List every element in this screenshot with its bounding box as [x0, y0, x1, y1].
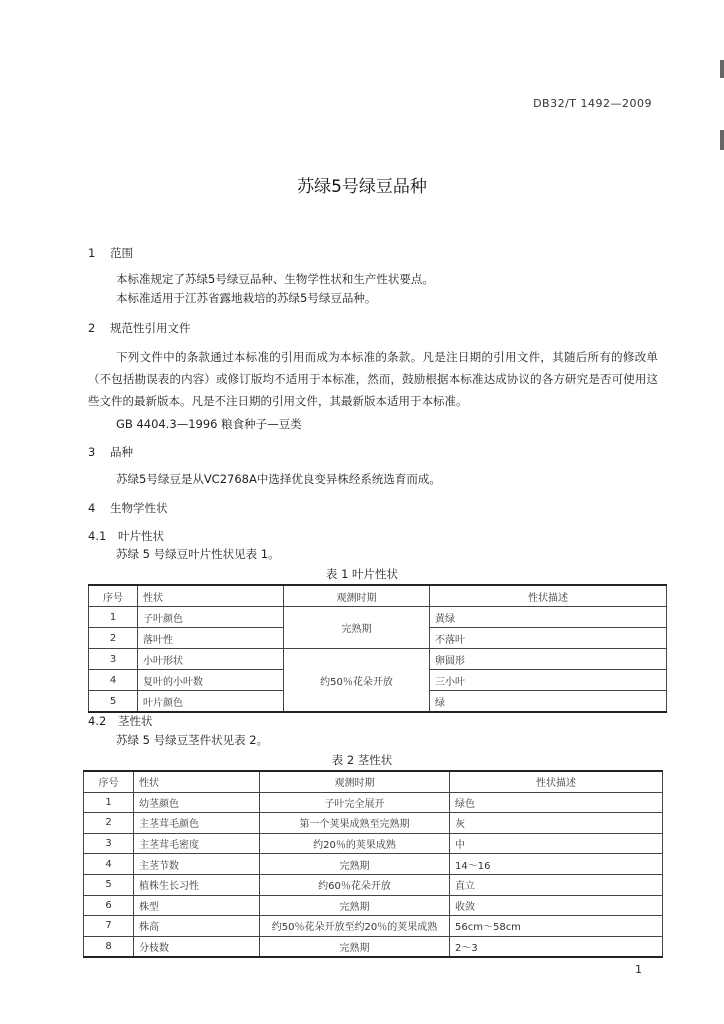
stem-traits-table — [83, 770, 663, 958]
section-number: 3 — [88, 445, 96, 459]
section-title: 规范性引用文件 — [110, 321, 191, 335]
table-header: 性状描述 — [430, 585, 667, 607]
table-cell: 2 — [84, 813, 134, 834]
paragraph: 苏绿 5 号绿豆叶片性状见表 1。 — [116, 547, 280, 561]
table-row — [89, 649, 667, 670]
table-row — [84, 874, 663, 895]
section-heading — [88, 320, 191, 336]
table-caption: 表 2 茎性状 — [331, 753, 393, 767]
table-cell: 中 — [450, 833, 663, 854]
table-cell: 4 — [84, 854, 134, 875]
document-code: DB32/T 1492—2009 — [533, 97, 652, 110]
table-cell: 5 — [84, 874, 134, 895]
table-cell: 4 — [89, 670, 138, 691]
paragraph: 本标准规定了苏绿5号绿豆品种、生物学性状和生产性状要点。 — [116, 272, 434, 286]
table-cell: 收敛 — [450, 895, 663, 916]
section-number: 2 — [88, 321, 96, 335]
section-heading — [88, 444, 133, 460]
table-cell: 完熟期 — [260, 895, 450, 916]
section-number: 1 — [88, 246, 96, 260]
table-cell: 8 — [84, 936, 134, 957]
table-header: 性状 — [134, 771, 260, 792]
table-row — [84, 916, 663, 937]
table-cell: 完熟期 — [260, 936, 450, 957]
table-row — [84, 813, 663, 834]
table-cell: 5 — [89, 691, 138, 713]
table-cell: 3 — [89, 649, 138, 670]
table-cell: 约50％花朵开放 — [284, 649, 430, 713]
table-cell: 1 — [84, 792, 134, 813]
reference-item: GB 4404.3—1996 粮食种子—豆类 — [116, 417, 302, 431]
table-cell: 三小叶 — [430, 670, 667, 691]
table-row — [84, 895, 663, 916]
table-cell: 子叶完全展开 — [260, 792, 450, 813]
table-cell: 约50％花朵开放至约20％的荚果成熟 — [260, 916, 450, 937]
table-cell: 株型 — [134, 895, 260, 916]
table-cell: 不落叶 — [430, 628, 667, 649]
table-cell: 株高 — [134, 916, 260, 937]
table-cell: 绿 — [430, 691, 667, 713]
table-header-row — [89, 585, 667, 607]
table-cell: 黄绿 — [430, 607, 667, 628]
table-row — [84, 792, 663, 813]
table-cell: 绿色 — [450, 792, 663, 813]
section-heading — [88, 245, 133, 261]
subsection-title: 茎性状 — [118, 714, 153, 728]
table-cell: 14～16 — [450, 854, 663, 875]
table-row — [84, 854, 663, 875]
table-row — [84, 936, 663, 957]
paragraph: 苏绿 5 号绿豆茎件状见表 2。 — [116, 733, 269, 747]
table-cell: 主茎茸毛颜色 — [134, 813, 260, 834]
table-cell: 1 — [89, 607, 138, 628]
table-cell: 第一个荚果成熟至完熟期 — [260, 813, 450, 834]
subsection-heading — [88, 528, 164, 544]
table-cell: 幼茎颜色 — [134, 792, 260, 813]
paragraph: 苏绿5号绿豆是从VC2768A中选择优良变异株经系统选育而成。 — [116, 472, 441, 486]
table-header: 序号 — [84, 771, 134, 792]
section-title: 生物学性状 — [110, 501, 168, 515]
table-cell: 复叶的小叶数 — [138, 670, 284, 691]
table-row — [84, 833, 663, 854]
subsection-heading — [88, 713, 153, 729]
section-number: 4 — [88, 501, 96, 515]
table-cell: 56cm～58cm — [450, 916, 663, 937]
scan-edge-mark — [720, 60, 724, 78]
paragraph: 本标准适用于江苏省露地栽培的苏绿5号绿豆品种。 — [116, 291, 377, 305]
table-cell: 叶片颜色 — [138, 691, 284, 713]
page-number: 1 — [635, 963, 642, 976]
table-cell: 小叶形状 — [138, 649, 284, 670]
table-cell: 约60％花朵开放 — [260, 874, 450, 895]
table-cell: 分枝数 — [134, 936, 260, 957]
table-cell: 7 — [84, 916, 134, 937]
table-header: 性状 — [138, 585, 284, 607]
table-cell: 6 — [84, 895, 134, 916]
table-cell: 灰 — [450, 813, 663, 834]
table-cell: 子叶颜色 — [138, 607, 284, 628]
table-header: 观测时期 — [260, 771, 450, 792]
table-cell: 完熟期 — [284, 607, 430, 649]
table-cell: 主茎茸毛密度 — [134, 833, 260, 854]
section-heading — [88, 500, 168, 516]
leaf-traits-table — [88, 584, 667, 713]
table-caption: 表 1 叶片性状 — [325, 567, 399, 581]
page-title: 苏绿5号绿豆品种 — [297, 177, 427, 197]
scan-edge-mark — [720, 130, 724, 150]
table-cell: 约20％的荚果成熟 — [260, 833, 450, 854]
table-header-row — [84, 771, 663, 792]
section-title: 品种 — [110, 445, 133, 459]
section-title: 范围 — [110, 246, 133, 260]
table-cell: 主茎节数 — [134, 854, 260, 875]
table-header: 性状描述 — [450, 771, 663, 792]
table-row — [89, 607, 667, 628]
subsection-number: 4.1 — [88, 529, 107, 543]
table-cell: 直立 — [450, 874, 663, 895]
table-cell: 3 — [84, 833, 134, 854]
table-cell: 植株生长习性 — [134, 874, 260, 895]
table-cell: 卵圆形 — [430, 649, 667, 670]
table-header: 观测时期 — [284, 585, 430, 607]
table-cell: 落叶性 — [138, 628, 284, 649]
table-cell: 2 — [89, 628, 138, 649]
table-cell: 2～3 — [450, 936, 663, 957]
paragraph: 下列文件中的条款通过本标准的引用而成为本标准的条款。凡是注日期的引用文件，其随后所有的修改单（不包括勘误表的内容）或修订版均不适用于本标准，然而，鼓励根据本标准达成协议的各方研究是否可使用这些文件的最新版本。凡是不注日期的引用文件，其最新版本适用于本标准。 — [88, 350, 658, 408]
table-header: 序号 — [89, 585, 138, 607]
table-cell: 完熟期 — [260, 854, 450, 875]
subsection-title: 叶片性状 — [118, 529, 164, 543]
subsection-number: 4.2 — [88, 714, 107, 728]
